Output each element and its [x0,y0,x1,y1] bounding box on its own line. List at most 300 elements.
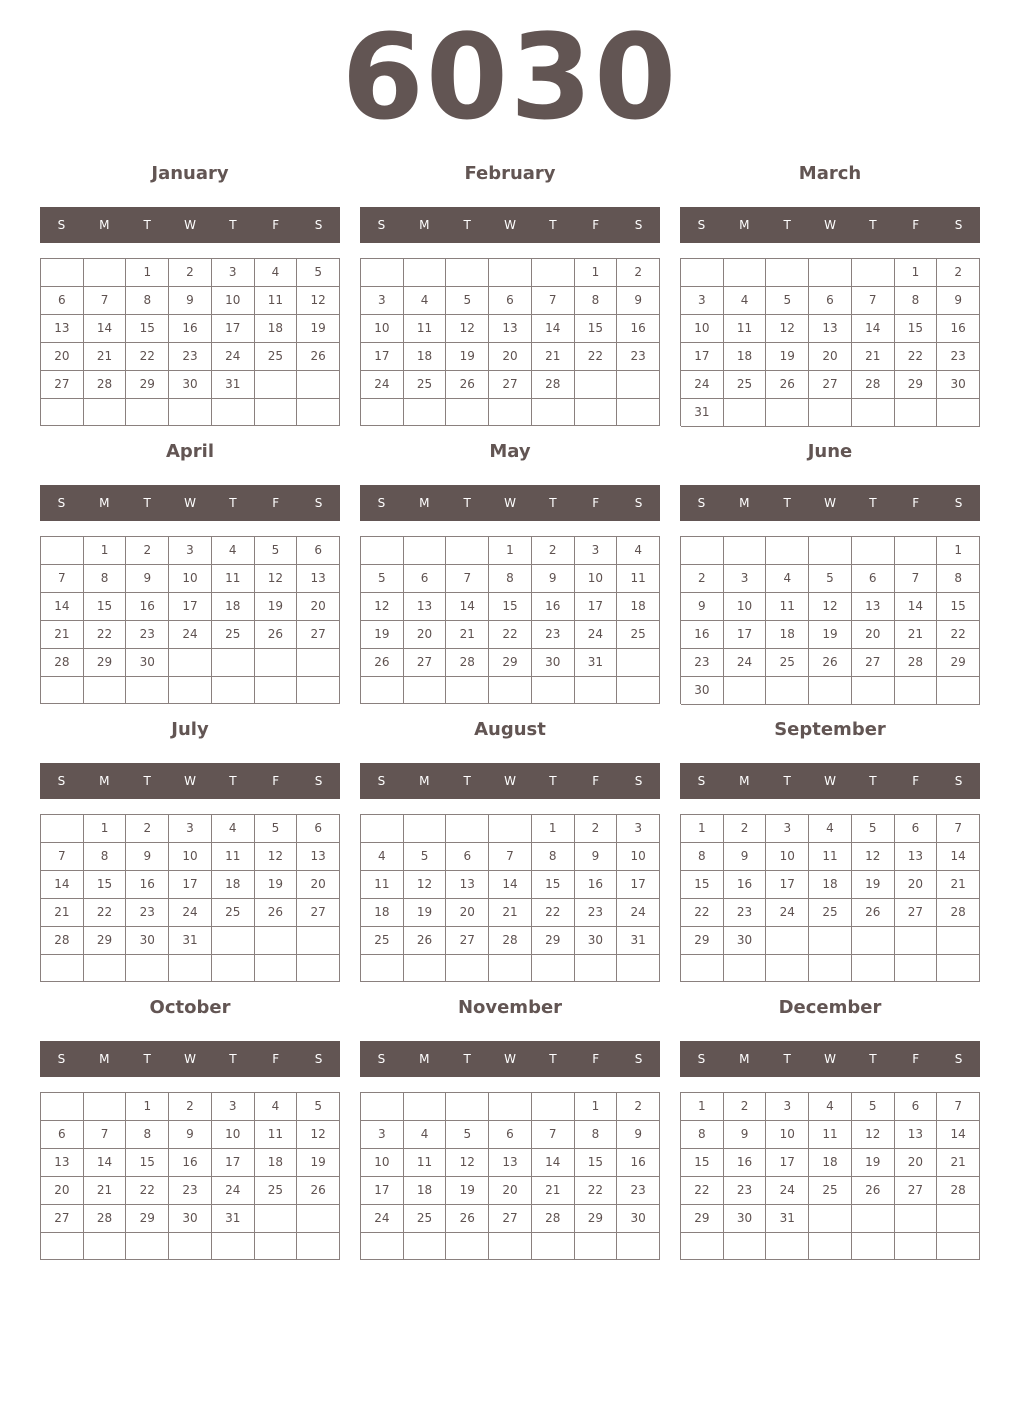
day-cell: 28 [937,899,980,927]
day-cell: 20 [41,1177,84,1205]
weekday-label: W [184,496,196,510]
day-cell: 6 [446,843,489,871]
empty-day-cell [255,1233,298,1260]
weekday-label: M [739,1052,750,1066]
empty-day-cell [809,399,852,427]
day-cell: 2 [724,1093,767,1121]
day-cell: 14 [532,315,575,343]
day-cell: 11 [724,315,767,343]
day-cell: 1 [84,815,127,843]
day-cell: 21 [895,621,938,649]
weekday-header [40,763,340,799]
day-cell: 25 [404,371,447,399]
day-cell: 5 [809,565,852,593]
weekday-label: T [869,774,877,788]
day-grid [680,536,980,704]
empty-day-cell [126,677,169,704]
day-cell: 5 [255,815,298,843]
day-cell: 12 [255,565,298,593]
empty-day-cell [489,259,532,287]
weekday-label: M [419,1052,430,1066]
month-may [360,440,660,712]
day-cell: 3 [617,815,660,843]
day-cell: 18 [212,593,255,621]
day-cell: 29 [937,649,980,677]
day-cell: 13 [41,315,84,343]
month-name: March [798,163,862,184]
day-cell: 8 [681,1121,724,1149]
day-cell: 11 [212,843,255,871]
empty-day-cell [852,927,895,955]
day-cell: 19 [297,315,340,343]
empty-day-cell [297,955,340,982]
day-cell: 6 [809,287,852,315]
day-cell: 13 [895,843,938,871]
weekday-label: W [184,218,196,232]
empty-day-cell [681,955,724,982]
empty-day-cell [255,371,298,399]
day-cell: 25 [212,899,255,927]
empty-day-cell [852,677,895,705]
empty-day-cell [766,955,809,982]
empty-day-cell [404,537,447,565]
day-cell: 10 [169,843,212,871]
day-cell: 25 [809,899,852,927]
day-cell: 2 [617,1093,660,1121]
empty-day-cell [169,1233,212,1260]
day-cell: 4 [404,287,447,315]
day-cell: 6 [297,537,340,565]
day-cell: 22 [84,621,127,649]
day-cell: 16 [169,315,212,343]
empty-day-cell [404,1093,447,1121]
weekday-label: W [504,496,516,510]
empty-day-cell [41,1233,84,1260]
day-cell: 14 [446,593,489,621]
day-cell: 7 [895,565,938,593]
day-cell: 17 [169,593,212,621]
empty-day-cell [532,399,575,426]
weekday-label: S [697,496,706,510]
day-cell: 14 [41,871,84,899]
day-cell: 26 [297,343,340,371]
month-name: May [489,441,531,462]
empty-day-cell [895,677,938,705]
day-cell: 10 [212,287,255,315]
day-cell: 12 [255,843,298,871]
weekday-label: W [824,774,836,788]
day-grid [680,814,980,982]
day-cell: 29 [532,927,575,955]
weekday-label: W [184,774,196,788]
day-cell: 29 [126,1205,169,1233]
weekday-label: M [739,496,750,510]
day-cell: 6 [895,1093,938,1121]
day-cell: 7 [937,815,980,843]
day-cell: 10 [617,843,660,871]
day-cell: 30 [169,1205,212,1233]
day-cell: 23 [169,343,212,371]
day-cell: 22 [681,899,724,927]
empty-day-cell [852,399,895,427]
empty-day-cell [766,927,809,955]
day-cell: 5 [404,843,447,871]
weekday-header [40,1041,340,1077]
empty-day-cell [575,677,618,704]
day-cell: 21 [937,1149,980,1177]
day-cell: 21 [937,871,980,899]
empty-day-cell [84,259,127,287]
empty-day-cell [404,955,447,982]
empty-day-cell [532,1233,575,1260]
day-cell: 3 [766,1093,809,1121]
day-cell: 16 [126,593,169,621]
empty-day-cell [809,1233,852,1260]
day-cell: 23 [575,899,618,927]
empty-day-cell [852,1205,895,1233]
day-cell: 2 [126,537,169,565]
day-cell: 26 [404,927,447,955]
empty-day-cell [766,537,809,565]
weekday-label: T [229,1052,237,1066]
day-cell: 30 [126,927,169,955]
day-cell: 24 [575,621,618,649]
day-cell: 30 [169,371,212,399]
month-june [680,440,980,712]
day-cell: 22 [126,343,169,371]
empty-day-cell [766,1233,809,1260]
empty-day-cell [169,649,212,677]
day-cell: 4 [617,537,660,565]
weekday-label: S [697,1052,706,1066]
weekday-label: T [229,496,237,510]
day-cell: 4 [404,1121,447,1149]
day-cell: 28 [84,371,127,399]
weekday-label: M [419,774,430,788]
empty-day-cell [489,955,532,982]
day-cell: 1 [84,537,127,565]
day-cell: 13 [895,1121,938,1149]
day-cell: 20 [297,593,340,621]
empty-day-cell [532,677,575,704]
day-cell: 9 [126,843,169,871]
weekday-label: S [57,496,66,510]
day-cell: 27 [489,1205,532,1233]
empty-day-cell [575,1233,618,1260]
empty-day-cell [446,955,489,982]
day-cell: 27 [41,1205,84,1233]
day-cell: 9 [575,843,618,871]
empty-day-cell [852,259,895,287]
day-cell: 14 [895,593,938,621]
empty-day-cell [446,399,489,426]
day-cell: 19 [766,343,809,371]
day-cell: 7 [84,287,127,315]
day-cell: 15 [575,315,618,343]
day-cell: 22 [575,1177,618,1205]
weekday-label: S [634,774,643,788]
day-cell: 5 [361,565,404,593]
day-cell: 13 [809,315,852,343]
empty-day-cell [404,1233,447,1260]
weekday-label: F [912,218,920,232]
day-cell: 14 [532,1149,575,1177]
day-cell: 2 [937,259,980,287]
weekday-header [680,1041,980,1077]
day-cell: 23 [617,343,660,371]
day-cell: 12 [446,315,489,343]
day-cell: 3 [361,287,404,315]
empty-day-cell [809,955,852,982]
empty-day-cell [297,1233,340,1260]
day-cell: 22 [681,1177,724,1205]
weekday-label: F [272,496,280,510]
day-cell: 7 [532,1121,575,1149]
empty-day-cell [212,927,255,955]
day-cell: 15 [126,1149,169,1177]
day-cell: 25 [617,621,660,649]
weekday-label: F [592,1052,600,1066]
day-cell: 18 [212,871,255,899]
day-cell: 9 [617,287,660,315]
day-cell: 15 [937,593,980,621]
weekday-label: S [634,1052,643,1066]
day-cell: 30 [532,649,575,677]
empty-day-cell [766,677,809,705]
day-grid [360,1092,660,1260]
day-grid [40,814,340,982]
empty-day-cell [895,955,938,982]
empty-day-cell [446,1093,489,1121]
day-cell: 27 [852,649,895,677]
day-cell: 7 [489,843,532,871]
day-cell: 1 [489,537,532,565]
day-cell: 24 [724,649,767,677]
empty-day-cell [809,677,852,705]
day-cell: 15 [84,593,127,621]
weekday-header [680,763,980,799]
day-cell: 14 [41,593,84,621]
day-cell: 20 [852,621,895,649]
day-cell: 12 [852,1121,895,1149]
weekday-label: S [954,218,963,232]
weekday-header [680,485,980,521]
weekday-label: T [229,218,237,232]
day-cell: 16 [169,1149,212,1177]
empty-day-cell [361,1233,404,1260]
weekday-label: S [377,774,386,788]
empty-day-cell [212,955,255,982]
day-cell: 17 [361,1177,404,1205]
month-april [40,440,340,712]
day-cell: 5 [255,537,298,565]
day-cell: 22 [575,343,618,371]
empty-day-cell [617,649,660,677]
day-cell: 15 [532,871,575,899]
day-cell: 26 [766,371,809,399]
weekday-label: T [143,218,151,232]
day-cell: 20 [895,871,938,899]
empty-day-cell [766,259,809,287]
weekday-label: W [824,1052,836,1066]
day-cell: 3 [575,537,618,565]
day-cell: 19 [852,1149,895,1177]
weekday-label: T [869,496,877,510]
day-cell: 12 [446,1149,489,1177]
day-cell: 24 [361,371,404,399]
empty-day-cell [724,259,767,287]
day-cell: 7 [937,1093,980,1121]
day-cell: 22 [937,621,980,649]
day-cell: 2 [126,815,169,843]
day-cell: 17 [575,593,618,621]
weekday-label: F [592,774,600,788]
day-cell: 20 [489,1177,532,1205]
day-cell: 3 [212,259,255,287]
weekday-label: F [912,774,920,788]
day-cell: 12 [297,1121,340,1149]
weekday-label: M [419,496,430,510]
month-name: October [149,997,231,1018]
empty-day-cell [255,1205,298,1233]
day-cell: 24 [361,1205,404,1233]
empty-day-cell [404,677,447,704]
empty-day-cell [169,955,212,982]
day-grid [40,1092,340,1260]
day-grid [680,258,980,426]
day-cell: 5 [297,1093,340,1121]
day-cell: 26 [809,649,852,677]
weekday-header [360,763,660,799]
day-cell: 14 [84,1149,127,1177]
day-cell: 4 [809,1093,852,1121]
empty-day-cell [126,955,169,982]
day-cell: 21 [532,343,575,371]
day-grid [40,258,340,426]
empty-day-cell [617,677,660,704]
day-cell: 6 [489,1121,532,1149]
day-cell: 15 [895,315,938,343]
day-cell: 22 [532,899,575,927]
empty-day-cell [361,259,404,287]
day-cell: 19 [446,1177,489,1205]
day-cell: 23 [724,899,767,927]
weekday-label: S [57,218,66,232]
weekday-label: M [99,496,110,510]
day-cell: 11 [255,287,298,315]
day-cell: 12 [766,315,809,343]
weekday-label: T [549,1052,557,1066]
weekday-label: M [739,218,750,232]
day-cell: 12 [404,871,447,899]
empty-day-cell [84,677,127,704]
day-cell: 28 [41,649,84,677]
empty-day-cell [937,927,980,955]
day-cell: 31 [681,399,724,427]
day-cell: 29 [84,927,127,955]
empty-day-cell [724,537,767,565]
day-cell: 11 [404,1149,447,1177]
day-cell: 17 [169,871,212,899]
weekday-label: F [912,496,920,510]
day-cell: 8 [489,565,532,593]
weekday-label: S [377,496,386,510]
weekday-label: F [272,774,280,788]
day-cell: 11 [255,1121,298,1149]
year-title: 6030 [341,8,679,146]
weekday-header [360,207,660,243]
day-cell: 15 [681,1149,724,1177]
month-name: January [151,163,229,184]
weekday-label: T [783,496,791,510]
empty-day-cell [361,399,404,426]
month-march [680,162,980,434]
empty-day-cell [126,1233,169,1260]
day-cell: 27 [297,621,340,649]
weekday-label: S [954,496,963,510]
day-cell: 13 [852,593,895,621]
day-cell: 16 [126,871,169,899]
day-cell: 29 [126,371,169,399]
weekday-label: W [824,218,836,232]
day-cell: 8 [681,843,724,871]
empty-day-cell [895,1233,938,1260]
day-cell: 5 [852,1093,895,1121]
day-cell: 31 [212,371,255,399]
weekday-label: S [634,218,643,232]
empty-day-cell [895,1205,938,1233]
month-name: September [774,719,886,740]
empty-day-cell [255,927,298,955]
day-cell: 17 [361,343,404,371]
empty-day-cell [361,537,404,565]
month-august [360,718,660,990]
empty-day-cell [446,537,489,565]
day-cell: 10 [575,565,618,593]
weekday-label: S [57,1052,66,1066]
day-cell: 30 [724,1205,767,1233]
weekday-label: M [99,1052,110,1066]
day-cell: 21 [41,621,84,649]
month-name: December [778,997,882,1018]
day-cell: 24 [169,621,212,649]
day-cell: 15 [126,315,169,343]
day-cell: 7 [852,287,895,315]
empty-day-cell [575,955,618,982]
day-cell: 2 [169,1093,212,1121]
day-cell: 21 [84,343,127,371]
day-cell: 4 [212,537,255,565]
empty-day-cell [852,955,895,982]
weekday-label: S [697,218,706,232]
empty-day-cell [489,815,532,843]
day-cell: 5 [446,1121,489,1149]
day-grid [680,1092,980,1260]
weekday-label: T [229,774,237,788]
day-cell: 25 [724,371,767,399]
day-cell: 16 [937,315,980,343]
empty-day-cell [41,815,84,843]
day-cell: 18 [809,871,852,899]
day-cell: 9 [937,287,980,315]
day-cell: 21 [532,1177,575,1205]
weekday-label: M [419,218,430,232]
empty-day-cell [489,399,532,426]
month-september [680,718,980,990]
month-name: June [807,441,853,462]
day-cell: 27 [489,371,532,399]
empty-day-cell [766,399,809,427]
